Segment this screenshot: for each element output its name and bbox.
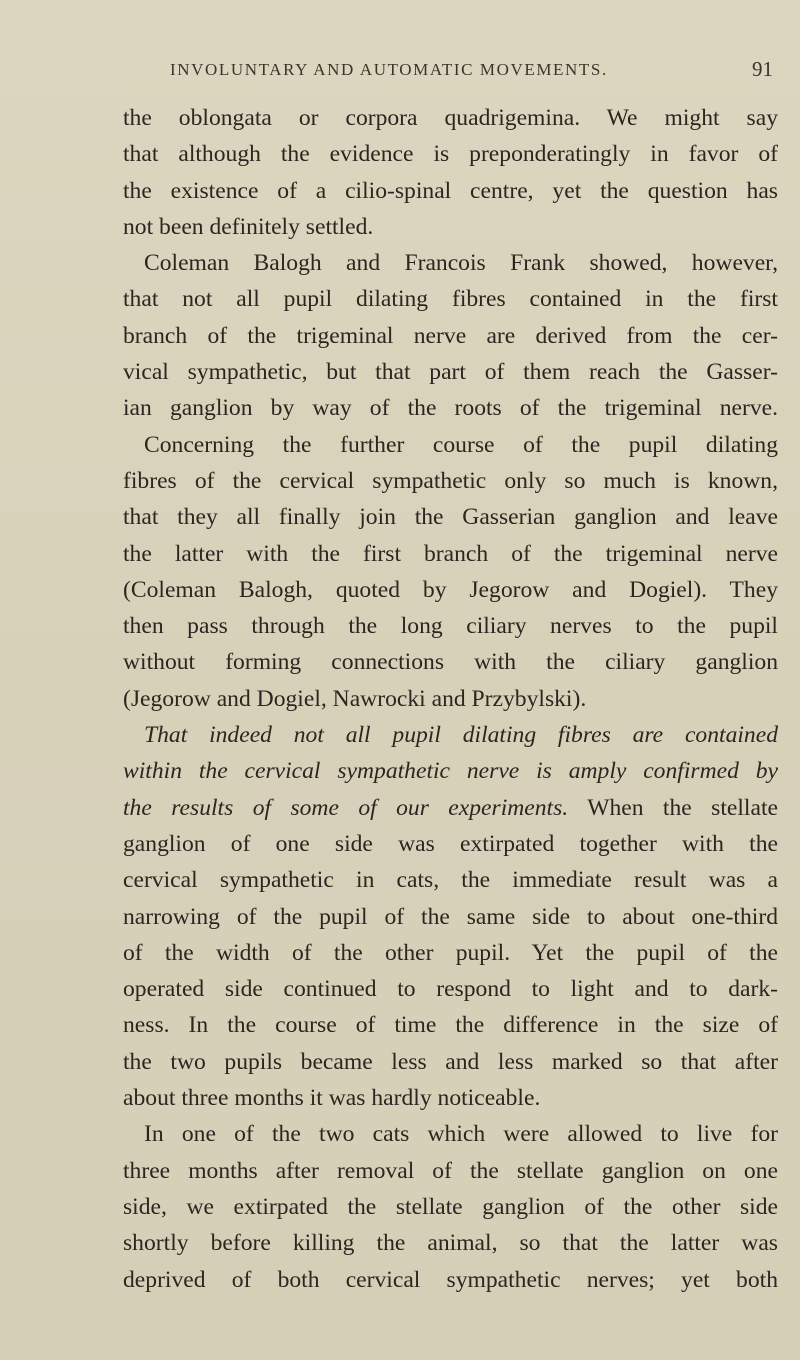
page-number: 91 bbox=[752, 57, 773, 81]
text-line: operated side continued to respond to light and to dark- bbox=[123, 976, 778, 1003]
text-line: that not all pupil dilating fibres contained in the first bbox=[123, 286, 778, 313]
text-line: vical sympathetic, but that part of them reach the Gasser- bbox=[123, 359, 778, 386]
text-line: side, we extirpated the stellate ganglion of the other side bbox=[123, 1193, 778, 1220]
italic-phrase: the results of some of our experiments. bbox=[123, 794, 569, 821]
text-line: three months after removal of the stellate ganglion on one bbox=[123, 1157, 778, 1184]
text-line: ganglion of one side was extirpated together with the bbox=[123, 830, 778, 857]
text-line: that they all finally join the Gasserian ganglion and leave bbox=[123, 504, 778, 531]
italic-line: within the cervical sympathetic nerve is amply confirmed by bbox=[123, 758, 778, 785]
body-text bbox=[123, 100, 778, 1298]
text-line: narrowing of the pupil of the same side to about one-third bbox=[123, 903, 778, 930]
text-line: deprived of both cervical sympathetic nerves; yet both bbox=[123, 1266, 778, 1293]
text-line: the oblongata or corpora quadrigemina. We might say bbox=[123, 105, 778, 131]
text-line: about three months it was hardly noticeable. bbox=[123, 1085, 541, 1112]
text-line: that although the evidence is preponderatingly in favor of bbox=[123, 141, 778, 168]
text-line: ian ganglion by way of the roots of the trigeminal nerve. bbox=[123, 395, 778, 422]
running-title: INVOLUNTARY AND AUTOMATIC MOVEMENTS. bbox=[170, 60, 608, 79]
text-line: then pass through the long ciliary nerves to the pupil bbox=[123, 613, 778, 640]
text-line: shortly before killing the animal, so that the latter was bbox=[123, 1230, 778, 1257]
text-line: of the width of the other pupil. Yet the pupil of the bbox=[123, 939, 778, 966]
italic-line: That indeed not all pupil dilating fibres are contained bbox=[144, 722, 778, 749]
mixed-line bbox=[123, 790, 778, 826]
text-line: fibres of the cervical sympathetic only so much is known, bbox=[123, 467, 778, 494]
paragraph-start-line: Coleman Balogh and Francois Frank showed, however, bbox=[144, 250, 778, 277]
text-line: (Coleman Balogh, quoted by Jegorow and Dogiel). They bbox=[123, 576, 778, 603]
text-line: branch of the trigeminal nerve are derived from the cer- bbox=[123, 322, 778, 349]
text-line: ness. In the course of time the difference in the size of bbox=[123, 1012, 778, 1039]
paragraph-start-line: In one of the two cats which were allowed to live for bbox=[144, 1121, 778, 1148]
text-line: cervical sympathetic in cats, the immediate result was a bbox=[123, 867, 778, 894]
text-line: without forming connections with the ciliary ganglion bbox=[123, 649, 778, 676]
paragraph-start-line: Concerning the further course of the pupil dilating bbox=[144, 431, 778, 458]
text-line: the existence of a cilio-spinal centre, yet the question has bbox=[123, 177, 778, 204]
text-line: the two pupils became less and less marked so that after bbox=[123, 1048, 778, 1075]
roman-phrase: When the stellate bbox=[587, 794, 778, 821]
text-line: (Jegorow and Dogiel, Nawrocki and Przybylski). bbox=[123, 685, 587, 712]
text-line: the latter with the first branch of the trigeminal nerve bbox=[123, 540, 778, 567]
text-line: not been definitely settled. bbox=[123, 213, 374, 240]
